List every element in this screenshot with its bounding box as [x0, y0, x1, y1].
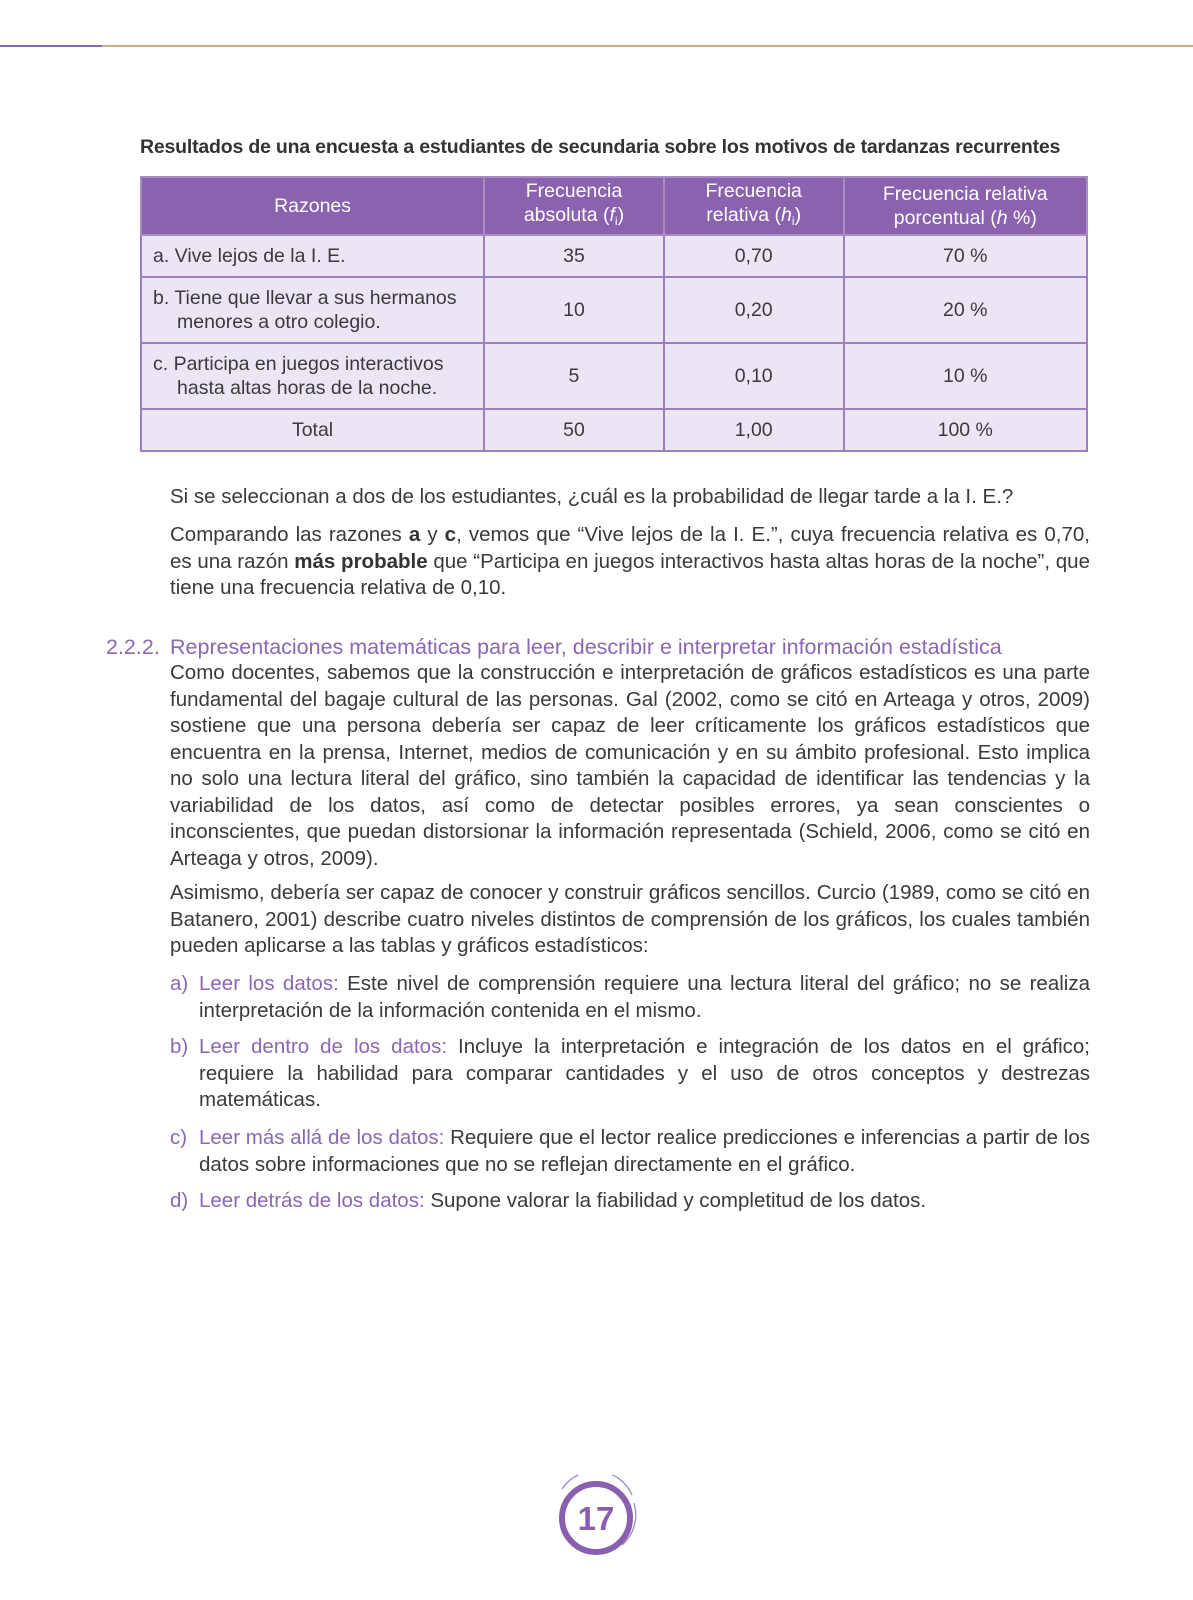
row-rel: 0,70: [664, 235, 844, 277]
header-rule-purple: [0, 45, 102, 47]
list-body: [199, 1188, 1090, 1215]
list-text: Supone valorar la fiabilidad y completitud de los datos.: [424, 1189, 927, 1212]
header-absolute-frequency: [484, 177, 664, 235]
header-rel-sub: i: [791, 214, 795, 228]
section-heading: [106, 635, 1106, 660]
list-body: [199, 1034, 1090, 1114]
list-text: Requiere que el lector realice predicciones e inferencias a partir de los datos sobre informaciones que no se reflejan directamente en el gráfico.: [199, 1126, 1090, 1176]
row-rel: 0,10: [664, 343, 844, 409]
list-letter: c): [170, 1126, 188, 1149]
section-title: Representaciones matemáticas para leer, describir e interpretar información estadística: [170, 635, 1002, 659]
list-text: Incluye la interpretación e integración de los datos en el gráfico; requiere la habilidad para comparar cantidades y el uso de otros conceptos y destrezas matemáticas.: [199, 1035, 1091, 1111]
list-item: [170, 1034, 1090, 1114]
row-reason-line1: b. Tiene que llevar a sus hermanos: [153, 287, 457, 309]
row-pct: 70 %: [844, 235, 1087, 277]
header-percent-frequency: [844, 177, 1087, 235]
row-abs: 35: [484, 235, 664, 277]
header-rel-line1: Frecuencia: [705, 180, 802, 202]
list-letter: b): [170, 1035, 189, 1058]
p2-text-d: , vemos que “Vive lejos de la I. E.”, cuya frecuencia relativa es 0,70, es una razón: [170, 523, 1090, 573]
paragraph-question: Si se seleccionan a dos de los estudiantes, ¿cuál es la probabilidad de llegar tarde a la I. E.?: [170, 485, 1014, 508]
row-reason-line1: c. Participa en juegos interactivos: [153, 353, 444, 375]
header-pct-line1: Frecuencia relativa: [882, 183, 1048, 205]
list-body: [199, 1125, 1090, 1178]
p2-bold-a: a: [408, 523, 421, 546]
header-abs-close: ): [617, 204, 625, 226]
total-pct: 100 %: [844, 409, 1087, 451]
header-rule-gold: [0, 45, 1193, 47]
row-abs: 5: [484, 343, 664, 409]
table-caption: Resultados de una encuesta a estudiantes de secundaria sobre los motivos de tardanzas recurrentes: [140, 136, 1061, 158]
p2-bold-c: c: [444, 523, 457, 546]
list-label: Leer dentro de los datos:: [199, 1035, 448, 1058]
header-abs-sub: i: [614, 214, 618, 228]
paragraph-comparison: [170, 522, 1090, 602]
total-label: Total: [141, 409, 484, 451]
header-rel-line2: relativa (: [706, 204, 782, 226]
header-pct-line2b: %): [1007, 207, 1037, 229]
list-label: Leer más allá de los datos:: [199, 1126, 445, 1149]
header-abs-line2: absoluta (: [523, 204, 610, 226]
header-relative-frequency: [664, 177, 844, 235]
paragraph-graphics-literacy: Como docentes, sabemos que la construcción e interpretación de gráficos estadísticos es una parte fundamental del bagaje cultural de las personas. Gal (2002, como se citó en Arteaga y otros, 2009) sostiene que una persona debería ser capaz de leer críticamente los gráficos estadísticos que encuentra en la prensa, Internet, medios de comunicación y en su ámbito profesional. Esto implica no solo una lectura literal del gráfico, sino también la capacidad de identificar las tendencias y la variabilidad de los datos, así como de detectar posibles errores, ya sean conscientes o inconscientes, que puedan distorsionar la información representada (Schield, 2006, como se citó en Arteaga y otros, 2009).: [170, 661, 1090, 870]
header-rel-close: ): [794, 204, 802, 226]
p2-text-c: y: [420, 523, 445, 546]
table-total-row: [141, 409, 1087, 451]
row-reason: [141, 235, 484, 277]
header-rel-var: h: [781, 204, 792, 226]
total-abs: 50: [484, 409, 664, 451]
p2-bold-probable: más probable: [294, 549, 428, 573]
total-rel: 1,00: [664, 409, 844, 451]
page-number-circle-icon: [550, 1475, 642, 1559]
row-reason-line2: menores a otro colegio.: [177, 311, 381, 333]
table-row: [141, 343, 1087, 409]
row-pct: 10 %: [844, 343, 1087, 409]
row-reason: [141, 277, 484, 343]
row-reason-line2: hasta altas horas de la noche.: [177, 377, 438, 399]
table-row: [141, 277, 1087, 343]
list-item: [170, 1188, 1090, 1215]
list-text: Este nivel de comprensión requiere una lectura literal del gráfico; no se realiza interpretación de la información contenida en el mismo.: [199, 972, 1090, 1022]
header-abs-var: f: [609, 204, 615, 226]
list-letter: a): [170, 972, 189, 995]
row-pct: 20 %: [844, 277, 1087, 343]
list-label: Leer los datos:: [199, 972, 339, 995]
list-item: [170, 1125, 1090, 1178]
page-number-badge: [550, 1475, 642, 1559]
header-pct-line2a: porcentual (: [893, 207, 997, 229]
list-item: [170, 971, 1090, 1024]
list-letter: d): [170, 1189, 189, 1212]
row-rel: 0,20: [664, 277, 844, 343]
p2-text-a: Comparando las razones: [170, 523, 409, 546]
list-body: [199, 971, 1090, 1024]
p2-text-e: que “Participa en juegos interactivos hasta altas horas de la noche”, que tiene una frecuencia relativa de 0,10.: [170, 549, 1090, 599]
section-number: 2.2.2.: [106, 635, 160, 659]
list-label: Leer detrás de los datos:: [199, 1189, 425, 1212]
paragraph-curcio-levels: Asimismo, debería ser capaz de conocer y construir gráficos sencillos. Curcio (1989, como se citó en Batanero, 2001) describe cuatro niveles distintos de comprensión de los gráficos, los cuales también pueden aplicarse a las tablas y gráficos estadísticos:: [170, 881, 1090, 957]
row-reason-line1: a. Vive lejos de la I. E.: [153, 245, 346, 267]
table-header-row: [141, 177, 1087, 235]
page-number: 17: [577, 1500, 615, 1537]
row-reason: [141, 343, 484, 409]
table-row: [141, 235, 1087, 277]
row-abs: 10: [484, 277, 664, 343]
header-reasons: Razones: [141, 177, 484, 235]
frequency-table: [140, 176, 1088, 452]
header-abs-line1: Frecuencia: [525, 180, 623, 202]
header-pct-var: h: [996, 207, 1008, 229]
